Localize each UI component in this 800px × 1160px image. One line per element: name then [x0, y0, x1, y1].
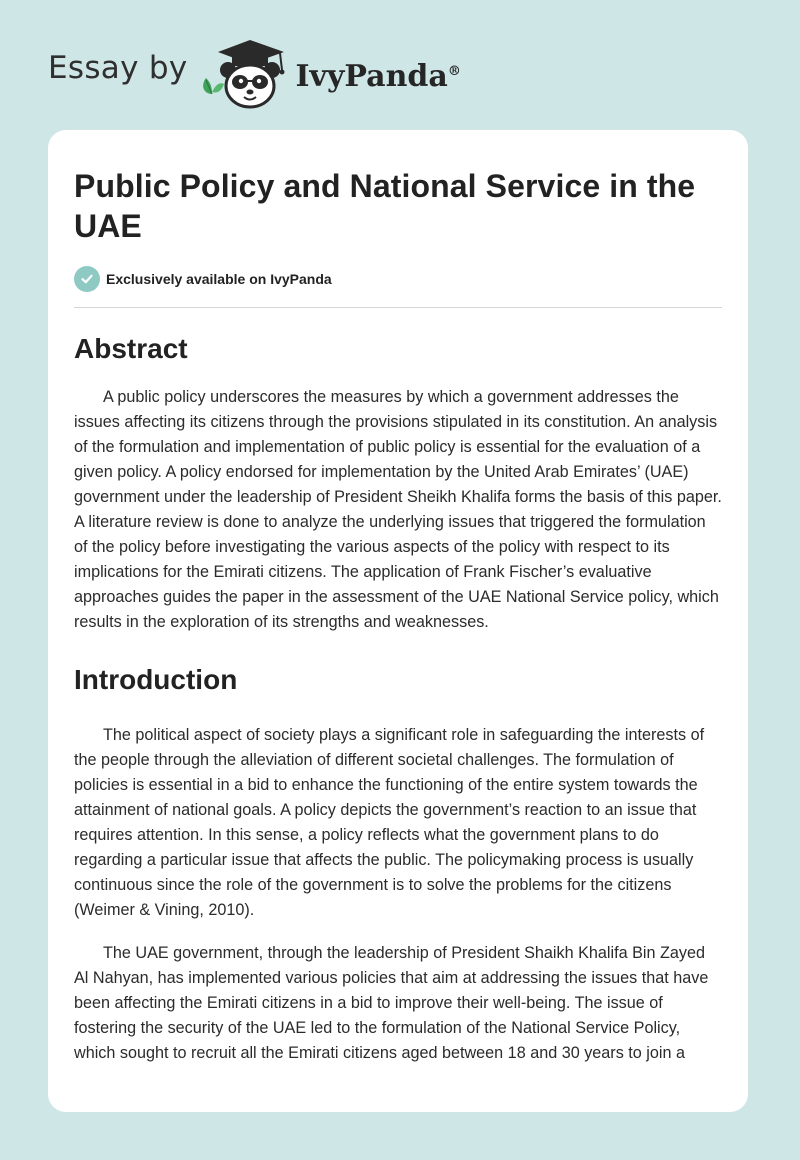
- panda-graduate-logo-icon: [200, 34, 292, 110]
- section-heading-abstract: Abstract: [74, 333, 188, 364]
- check-circle-icon: [74, 266, 100, 292]
- divider: [74, 307, 722, 308]
- registered-mark: ®: [447, 63, 461, 79]
- page-title: Public Policy and National Service in the UAE: [74, 168, 696, 244]
- exclusive-label: Exclusively available on IvyPanda: [106, 271, 332, 287]
- introduction-paragraph: The political aspect of society plays a significant role in safeguarding the interests of the people through the alleviation of different societal challenges. The formulation of policies is essential in a bid to enhance the functioning of the entire system towards the attainment of national goals. A policy depicts the government’s reaction to an issue that requires attention. In this sense, a policy reflects what the government plans to do regarding a particular issue that affects the public. The policymaking process is usually continuous since the role of the government is to solve the problems for the citizens (Weimer & Vining, 2010).: [74, 726, 705, 919]
- brand-prefix: Essay by: [48, 50, 188, 86]
- exclusive-badge: [74, 266, 722, 292]
- abstract-paragraph: A public policy underscores the measures by which a government addresses the issues affecting its citizens through the provisions stipulated in its constitution. An analysis of the formulation and implementation of public policy is essential for the evaluation of a given policy. A policy endorsed for implementation by the United Arab Emirates’ (UAE) government under the leadership of President Sheikh Khalifa forms the basis of this paper. A literature review is done to analyze the underlying issues that triggered the formulation of the policy before investigating the various aspects of the policy with respect to its implications for the Emirati citizens. The application of Frank Fischer’s evaluative approaches guides the paper in the assessment of the UAE National Service policy, which results in the exploration of its strengths and weaknesses.: [74, 388, 722, 631]
- essay-card: [48, 130, 748, 1112]
- brand-name: IvyPanda®: [295, 58, 461, 94]
- section-heading-introduction: Introduction: [74, 664, 238, 695]
- introduction-paragraph: The UAE government, through the leadership of President Shaikh Khalifa Bin Zayed Al Nahyan, has implemented various policies that aim at addressing the issues that have been affecting the Emirati citizens in a bid to improve their well-being. The issue of fostering the security of the UAE led to the formulation of the National Service Policy, which sought to recruit all the Emirati citizens aged between 18 and 30 years to join a: [74, 944, 709, 1062]
- brand-header[interactable]: [48, 34, 461, 110]
